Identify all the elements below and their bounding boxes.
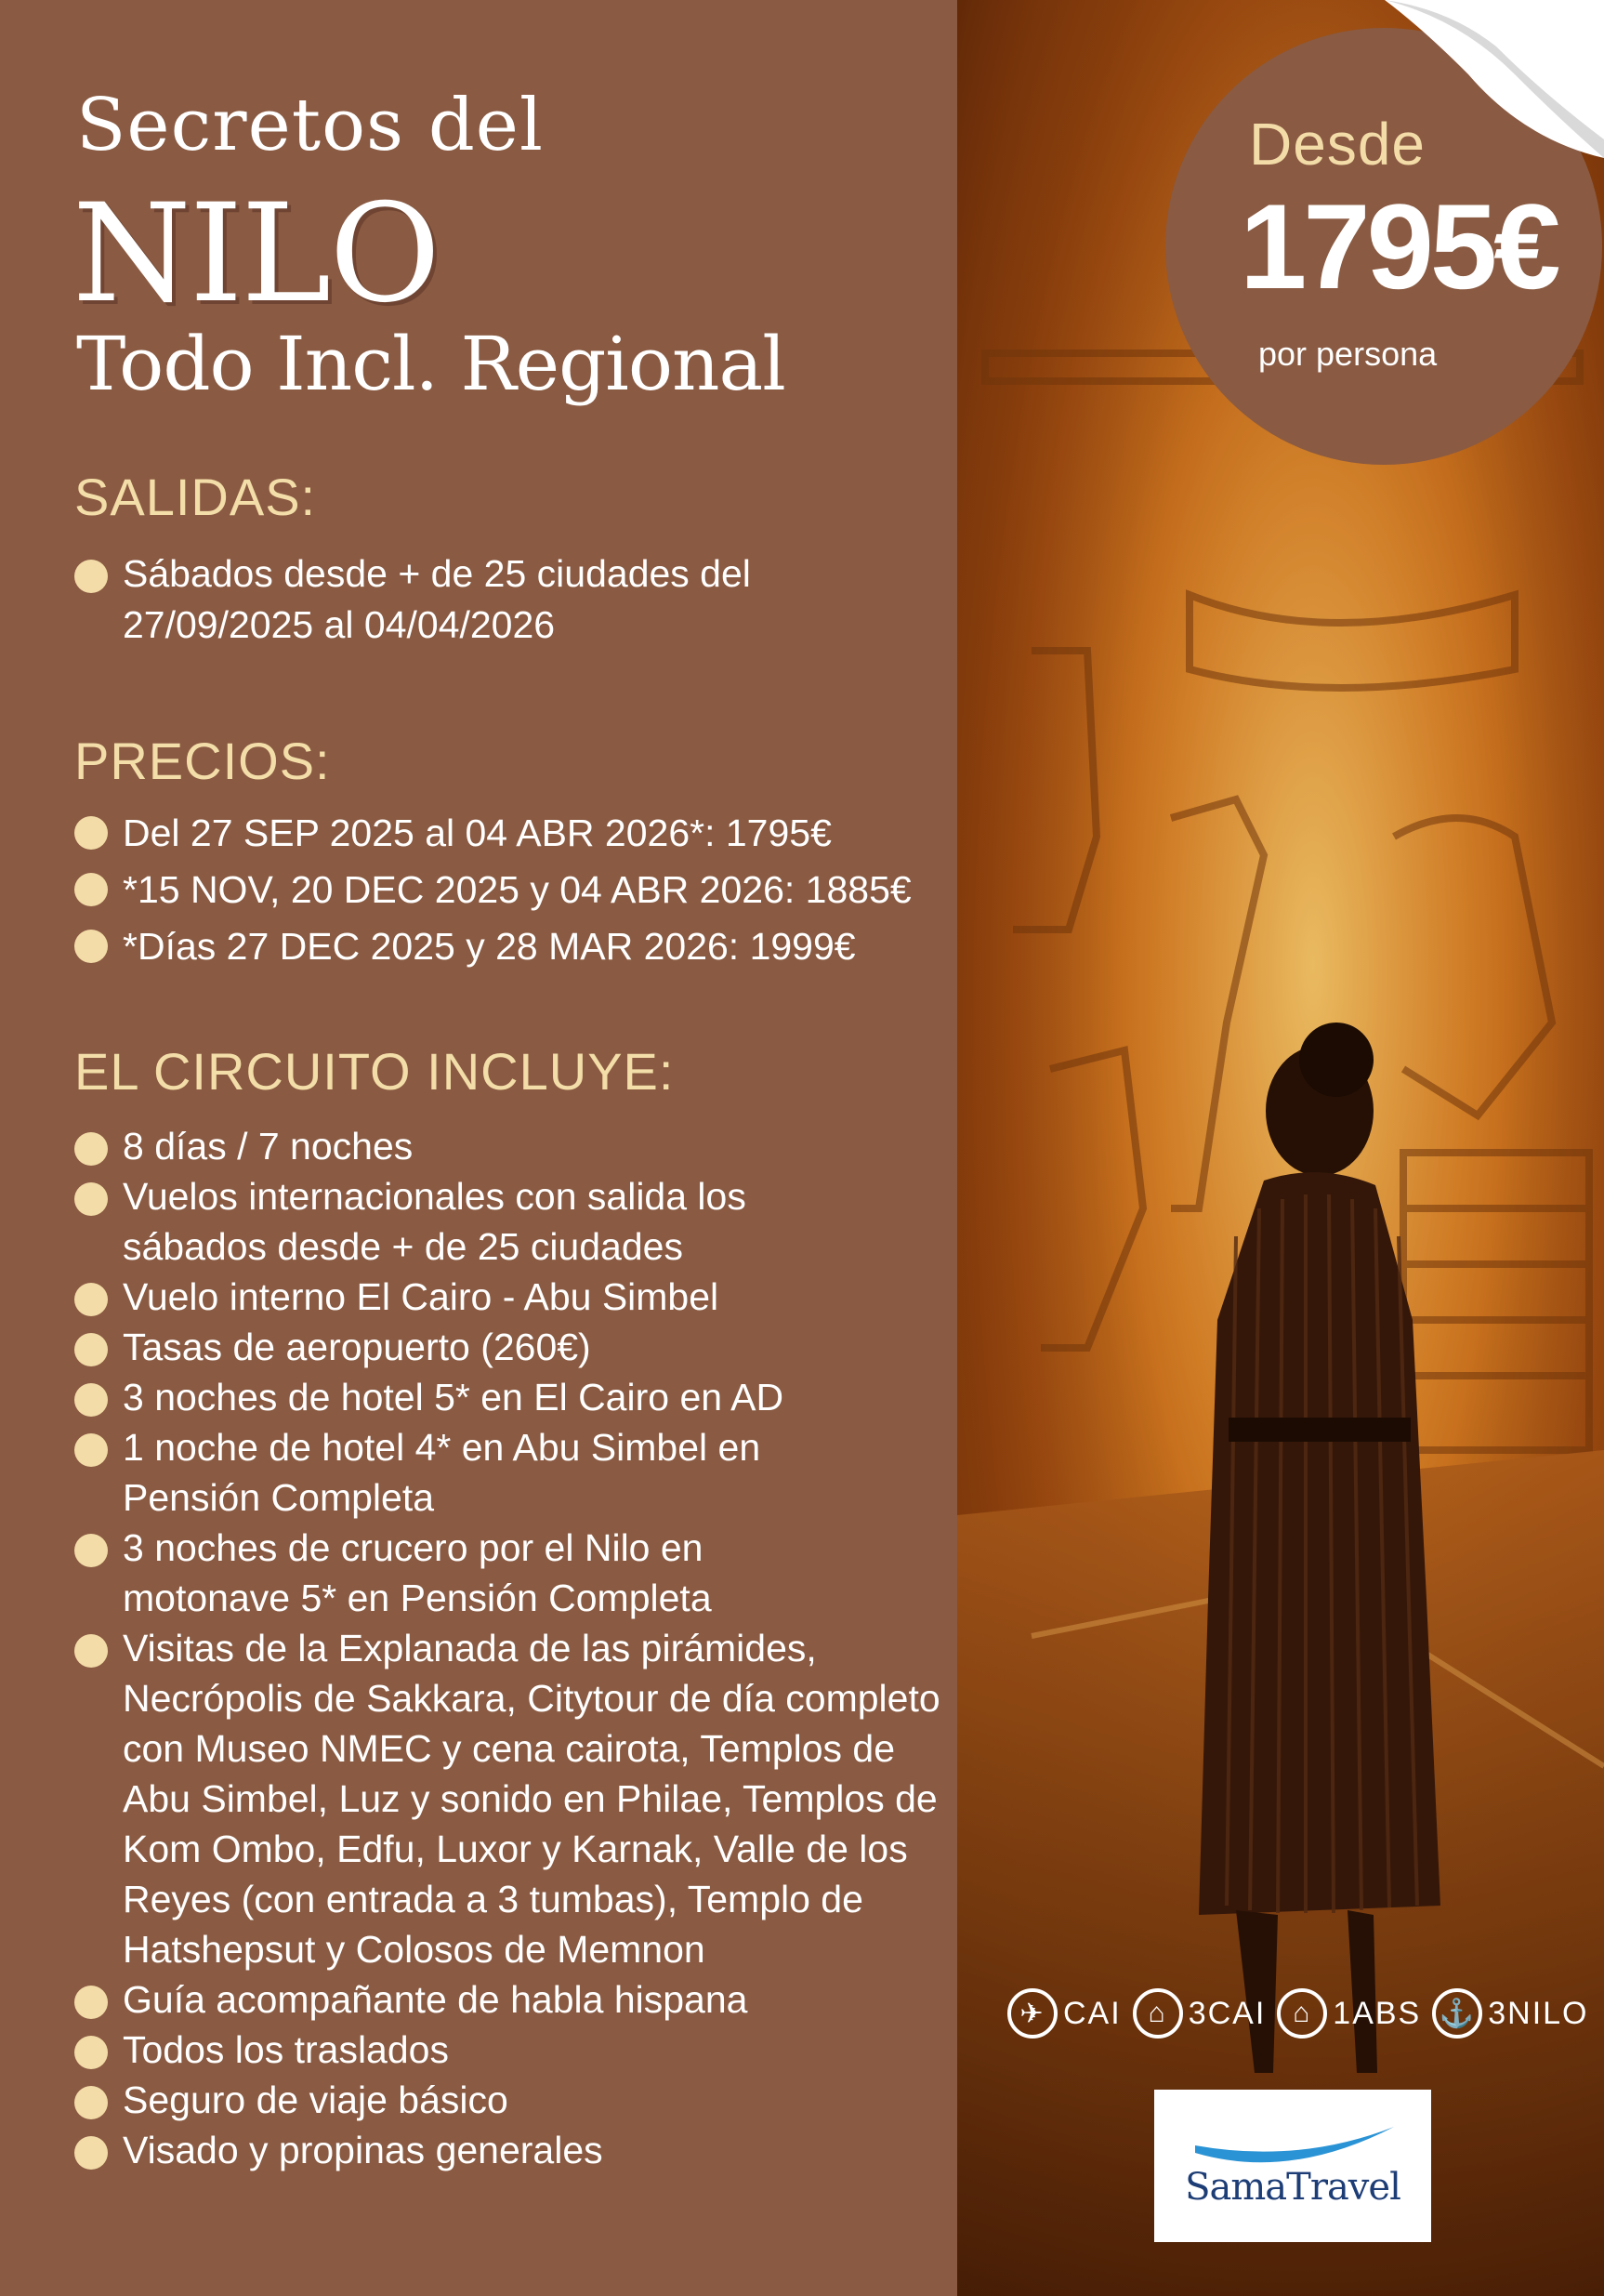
title-line1: Secretos del [76, 84, 544, 167]
badge-price: 1795€ [1240, 178, 1558, 314]
list-item: Sábados desde + de 25 ciudades del 27/09/2025 al 04/04/2026 [74, 548, 781, 651]
circuito-list [74, 1121, 940, 2175]
anchor-icon: ⚓ [1432, 1988, 1482, 2039]
hotel-icon: ⌂ [1277, 1988, 1327, 2039]
icon-label: 1ABS [1333, 1995, 1422, 2031]
salidas-heading: SALIDAS: [74, 468, 317, 526]
precios-list [74, 805, 948, 975]
list-item: 1 noche de hotel 4* en Abu Simbel en Pensión Completa [74, 1422, 866, 1523]
hotel-icon: ⌂ [1133, 1988, 1183, 2039]
list-item: *Días 27 DEC 2025 y 28 MAR 2026: 1999€ [74, 918, 948, 975]
list-item: Guía acompañante de habla hispana [74, 1974, 920, 2025]
icon-label: CAI [1063, 1995, 1122, 2031]
list-item: Todos los traslados [74, 2025, 920, 2075]
icon-label: 3NILO [1488, 1995, 1589, 2031]
list-item: 3 noches de hotel 5* en El Cairo en AD [74, 1372, 920, 1422]
badge-desde: Desde [1249, 111, 1426, 178]
salidas-list [74, 548, 781, 651]
icon-item [1133, 1988, 1267, 2039]
circuito-heading: EL CIRCUITO INCLUYE: [74, 1042, 675, 1101]
badge-per-person: por persona [1258, 335, 1438, 373]
icon-item [1432, 1988, 1588, 2039]
logo-swoosh-icon [1188, 2116, 1401, 2171]
list-item: Seguro de viaje básico [74, 2075, 920, 2125]
list-item: Visitas de la Explanada de las pirámides, Necrópolis de Sakkara, Citytour de día completo con Museo NMEC y cena cairota, Templos de Abu Simbel, Luz y sonido en Philae, Templos de Kom Ombo, Edfu, Luxor y Karnak, Valle de los Reyes (con entrada a 3 tumbas), Templo de Hatshepsut y Colosos de Memnon [74, 1623, 940, 1974]
icon-item [1277, 1988, 1421, 2039]
list-item: 8 días / 7 noches [74, 1121, 920, 1171]
list-item: Tasas de aeropuerto (260€) [74, 1322, 920, 1372]
logo-text: SamaTravel [1185, 2166, 1400, 2209]
plane-icon: ✈ [1007, 1988, 1058, 2039]
list-item: Vuelos internacionales con salida los sábados desde + de 25 ciudades [74, 1171, 866, 1272]
title-line3: Todo Incl. Regional [76, 321, 785, 407]
list-item: Vuelo interno El Cairo - Abu Simbel [74, 1272, 920, 1322]
icon-label: 3CAI [1188, 1995, 1267, 2031]
list-item: Visado y propinas generales [74, 2125, 920, 2175]
list-item: *15 NOV, 20 DEC 2025 y 04 ABR 2026: 1885€ [74, 862, 948, 918]
list-item: 3 noches de crucero por el Nilo en motonave 5* en Pensión Completa [74, 1523, 810, 1623]
sama-travel-logo [1154, 2090, 1431, 2242]
precios-heading: PRECIOS: [74, 732, 331, 790]
trip-icons [1007, 1986, 1589, 2041]
icon-item [1007, 1988, 1122, 2039]
title-line2: NILO [72, 175, 440, 333]
list-item: Del 27 SEP 2025 al 04 ABR 2026*: 1795€ [74, 805, 948, 862]
